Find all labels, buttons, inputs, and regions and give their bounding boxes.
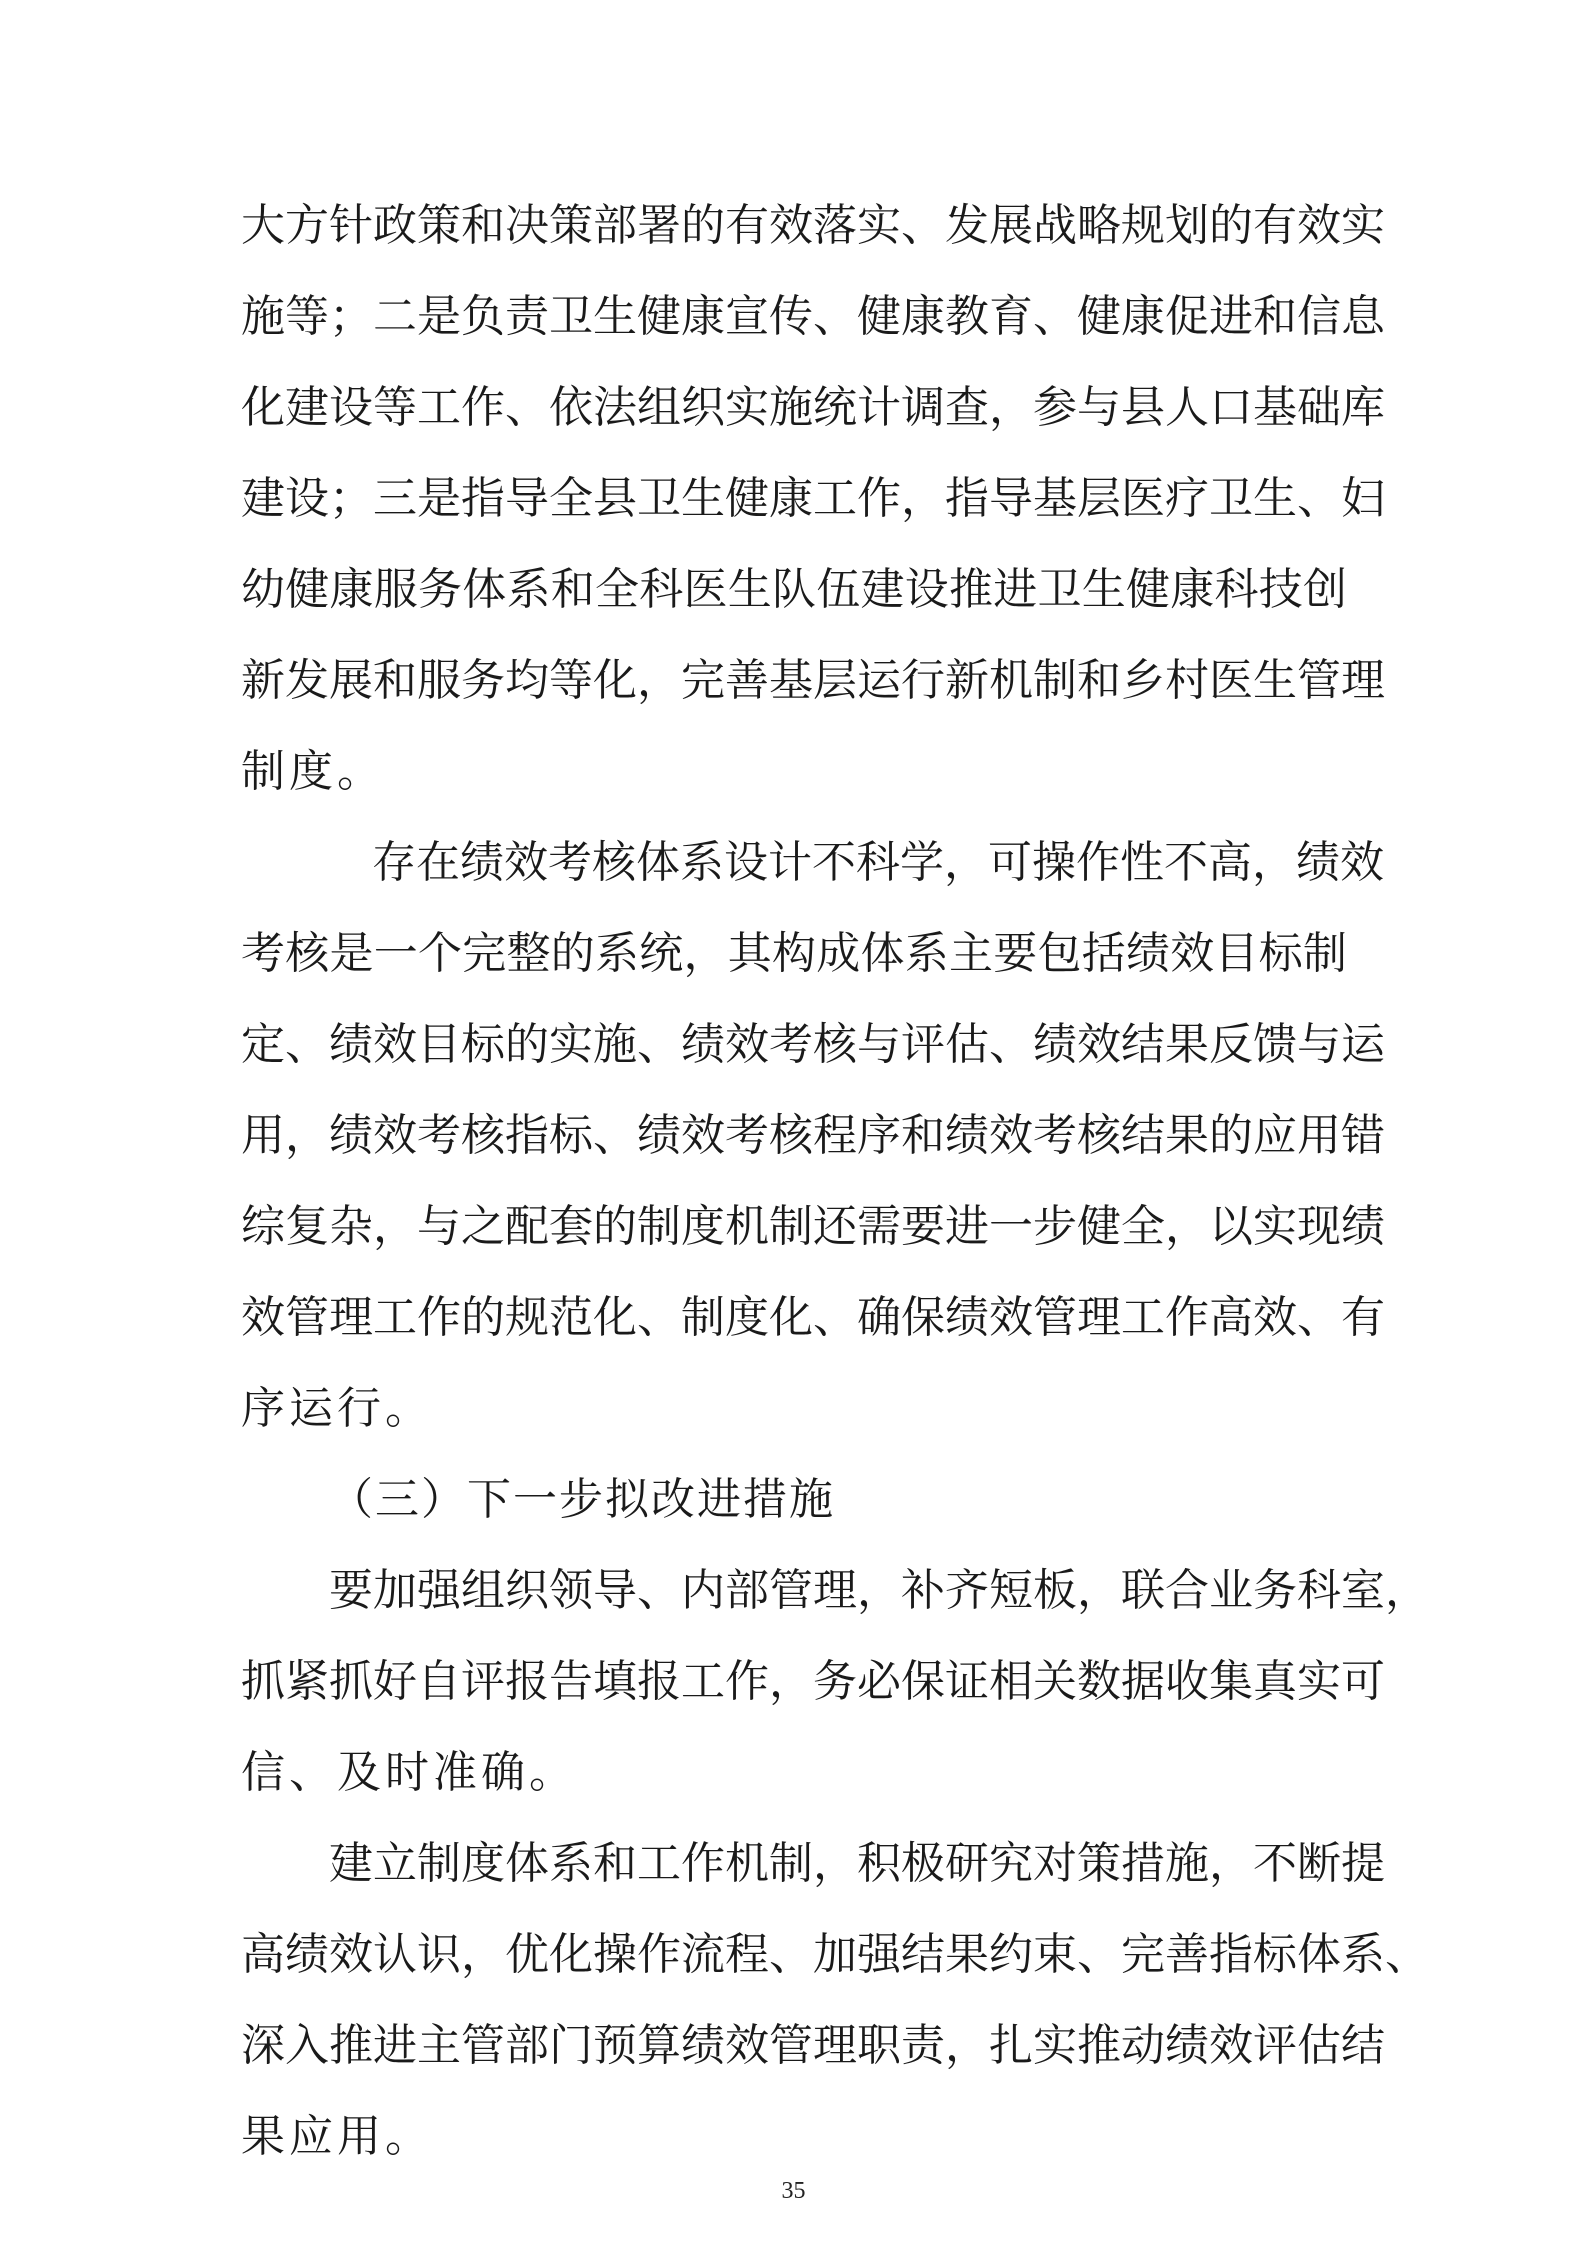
text-line: 效管理工作的规范化、制度化、确保绩效管理工作高效、有 [241, 1292, 1385, 1343]
text-line: 高绩效认识，优化操作流程、加强结果约束、完善指标体系、 [241, 1929, 1429, 1980]
text-line: 要加强组织领导、内部管理，补齐短板，联合业务科室， [329, 1565, 1429, 1616]
text-line: 幼健康服务体系和全科医生队伍建设推进卫生健康科技创 [241, 564, 1347, 615]
text-line: 果应用。 [241, 2111, 433, 2162]
text-line: 抓紧抓好自评报告填报工作，务必保证相关数据收集真实可 [241, 1656, 1385, 1707]
text-line: 存在绩效考核体系设计不科学，可操作性不高，绩效 [372, 837, 1384, 888]
text-line: 定、绩效目标的实施、绩效考核与评估、绩效结果反馈与运 [241, 1019, 1385, 1070]
text-line: 深入推进主管部门预算绩效管理职责，扎实推动绩效评估结 [241, 2020, 1385, 2071]
text-line: 综复杂，与之配套的制度机制还需要进一步健全，以实现绩 [241, 1201, 1385, 1252]
text-line: 序运行。 [241, 1383, 433, 1434]
text-line: 用，绩效考核指标、绩效考核程序和绩效考核结果的应用错 [241, 1110, 1385, 1161]
text-line: 大方针政策和决策部署的有效落实、发展战略规划的有效实 [241, 200, 1385, 251]
text-line: 施等；二是负责卫生健康宣传、健康教育、健康促进和信息 [241, 291, 1385, 342]
text-line: 新发展和服务均等化，完善基层运行新机制和乡村医生管理 [241, 655, 1385, 706]
page-number: 35 [781, 2178, 806, 2204]
section-heading: （三）下一步拟改进措施 [329, 1474, 835, 1525]
text-line: 建设；三是指导全县卫生健康工作，指导基层医疗卫生、妇 [241, 473, 1385, 524]
text-line: 化建设等工作、依法组织实施统计调查，参与县人口基础库 [241, 382, 1385, 433]
text-line: 建立制度体系和工作机制，积极研究对策措施，不断提 [329, 1838, 1385, 1889]
text-line: 信、及时准确。 [241, 1747, 577, 1798]
text-line: 考核是一个完整的系统，其构成体系主要包括绩效目标制 [241, 928, 1347, 979]
text-line: 制度。 [241, 746, 385, 797]
